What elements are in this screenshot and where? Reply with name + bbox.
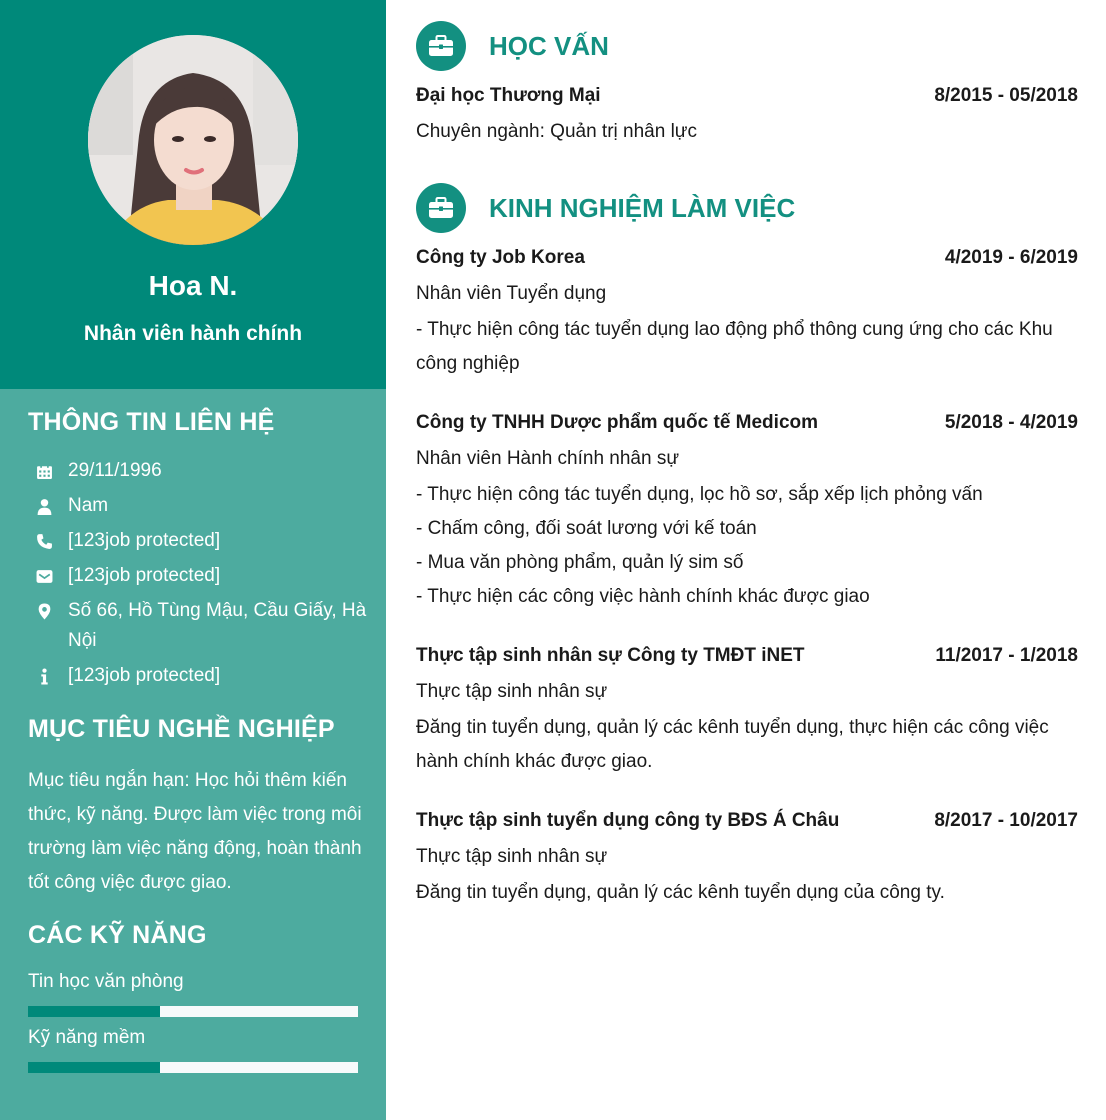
info-icon — [28, 661, 68, 691]
skill-bar-office — [28, 1006, 358, 1017]
company-name: Thực tập sinh tuyển dụng công ty BĐS Á Châu — [416, 810, 840, 831]
skill-fill — [28, 1062, 160, 1073]
education-section-header — [416, 21, 609, 71]
job-details — [416, 478, 1078, 614]
contact-item-phone — [28, 526, 368, 556]
company-name: Công ty Job Korea — [416, 247, 585, 268]
experience-heading: KINH NGHIỆM LÀM VIỆC — [489, 192, 796, 223]
company-name: Công ty TNHH Dược phẩm quốc tế Medicom — [416, 412, 819, 433]
job-details — [416, 711, 1078, 779]
contact-item-info — [28, 661, 368, 691]
contact-item-gender — [28, 491, 368, 521]
job-detail-line: Đăng tin tuyển dụng, quản lý các kênh tuyển dụng, thực hiện các công việc hành chính khác được giao. — [416, 717, 1049, 772]
education-entry — [416, 84, 1078, 147]
map-marker-icon — [28, 596, 68, 626]
briefcase-icon — [416, 183, 466, 233]
entry-header — [416, 411, 1078, 435]
profile-header — [0, 0, 386, 389]
contact-text: [123job protected] — [68, 665, 221, 686]
contact-text: Nam — [68, 495, 109, 516]
skill-label: Kỹ năng mềm — [28, 1027, 146, 1048]
job-role: Thực tập sinh nhân sự — [416, 846, 608, 867]
contact-list — [28, 456, 368, 696]
contact-item-birthdate — [28, 456, 368, 486]
phone-icon — [28, 526, 68, 556]
contact-text: [123job protected] — [68, 565, 221, 586]
job-role: Nhân viên Hành chính nhân sự — [416, 448, 680, 469]
entry-period: 11/2017 - 1/2018 — [935, 645, 1078, 666]
objective-text: Mục tiêu ngắn hạn: Học hỏi thêm kiến thức, kỹ năng. Được làm việc trong môi trường làm việc năng động, hoàn thành tốt công việc được giao. — [28, 770, 362, 893]
main-content — [386, 0, 1106, 1120]
entry-period: 4/2019 - 6/2019 — [944, 247, 1078, 268]
experience-entry — [416, 411, 1078, 614]
job-role: Nhân viên Tuyển dụng — [416, 283, 607, 304]
objective-heading: MỤC TIÊU NGHỀ NGHIỆP — [28, 715, 335, 743]
candidate-name: Hoa N. — [148, 270, 238, 301]
contact-text: 29/11/1996 — [68, 460, 162, 481]
experience-section-header — [416, 183, 795, 233]
contact-text: Số 66, Hồ Tùng Mậu, Cầu Giấy, Hà Nội — [68, 600, 367, 651]
entry-header — [416, 246, 1078, 270]
contact-text: [123job protected] — [68, 530, 221, 551]
user-icon — [28, 491, 68, 521]
entry-header — [416, 809, 1078, 833]
job-details — [416, 876, 1078, 910]
job-details — [416, 313, 1078, 381]
entry-period: 8/2015 - 05/2018 — [934, 85, 1078, 106]
skills-heading: CÁC KỸ NĂNG — [28, 921, 207, 949]
experience-entry — [416, 246, 1078, 381]
sidebar — [0, 0, 386, 1120]
company-name: Thực tập sinh nhân sự Công ty TMĐT iNET — [416, 645, 805, 666]
job-detail-line: - Thực hiện công tác tuyển dụng, lọc hồ sơ, sắp xếp lịch phỏng vấn — [416, 484, 983, 505]
entry-period: 5/2018 - 4/2019 — [944, 412, 1078, 433]
calendar-icon — [28, 456, 68, 486]
job-detail-line: - Chấm công, đối soát lương với kế toán — [416, 518, 757, 539]
job-detail-line: - Mua văn phòng phẩm, quản lý sim số — [416, 552, 744, 573]
candidate-title: Nhân viên hành chính — [83, 322, 303, 345]
skill-fill — [28, 1006, 160, 1017]
briefcase-icon — [416, 21, 466, 71]
envelope-icon — [28, 561, 68, 591]
avatar — [88, 35, 298, 245]
contact-item-address — [28, 596, 368, 656]
contact-heading: THÔNG TIN LIÊN HỆ — [28, 408, 275, 436]
skill-bar-soft — [28, 1062, 358, 1073]
entry-header — [416, 84, 1078, 108]
entry-period: 8/2017 - 10/2017 — [934, 810, 1078, 831]
school-name: Đại học Thương Mại — [416, 85, 601, 106]
education-major: Chuyên ngành: Quản trị nhân lực — [416, 121, 698, 142]
skill-label: Tin học văn phòng — [28, 971, 184, 992]
contact-item-email — [28, 561, 368, 591]
experience-entry — [416, 809, 1078, 910]
experience-entry — [416, 644, 1078, 779]
job-detail-line: - Thực hiện công tác tuyển dụng lao động phổ thông cung ứng cho các Khu công nghiệp — [416, 319, 1053, 374]
job-detail-line: Đăng tin tuyển dụng, quản lý các kênh tuyển dụng của công ty. — [416, 882, 945, 903]
profile-photo — [88, 35, 298, 245]
job-detail-line: - Thực hiện các công việc hành chính khác được giao — [416, 586, 870, 607]
education-heading: HỌC VẤN — [489, 30, 609, 61]
entry-header — [416, 644, 1078, 668]
job-role: Thực tập sinh nhân sự — [416, 681, 608, 702]
